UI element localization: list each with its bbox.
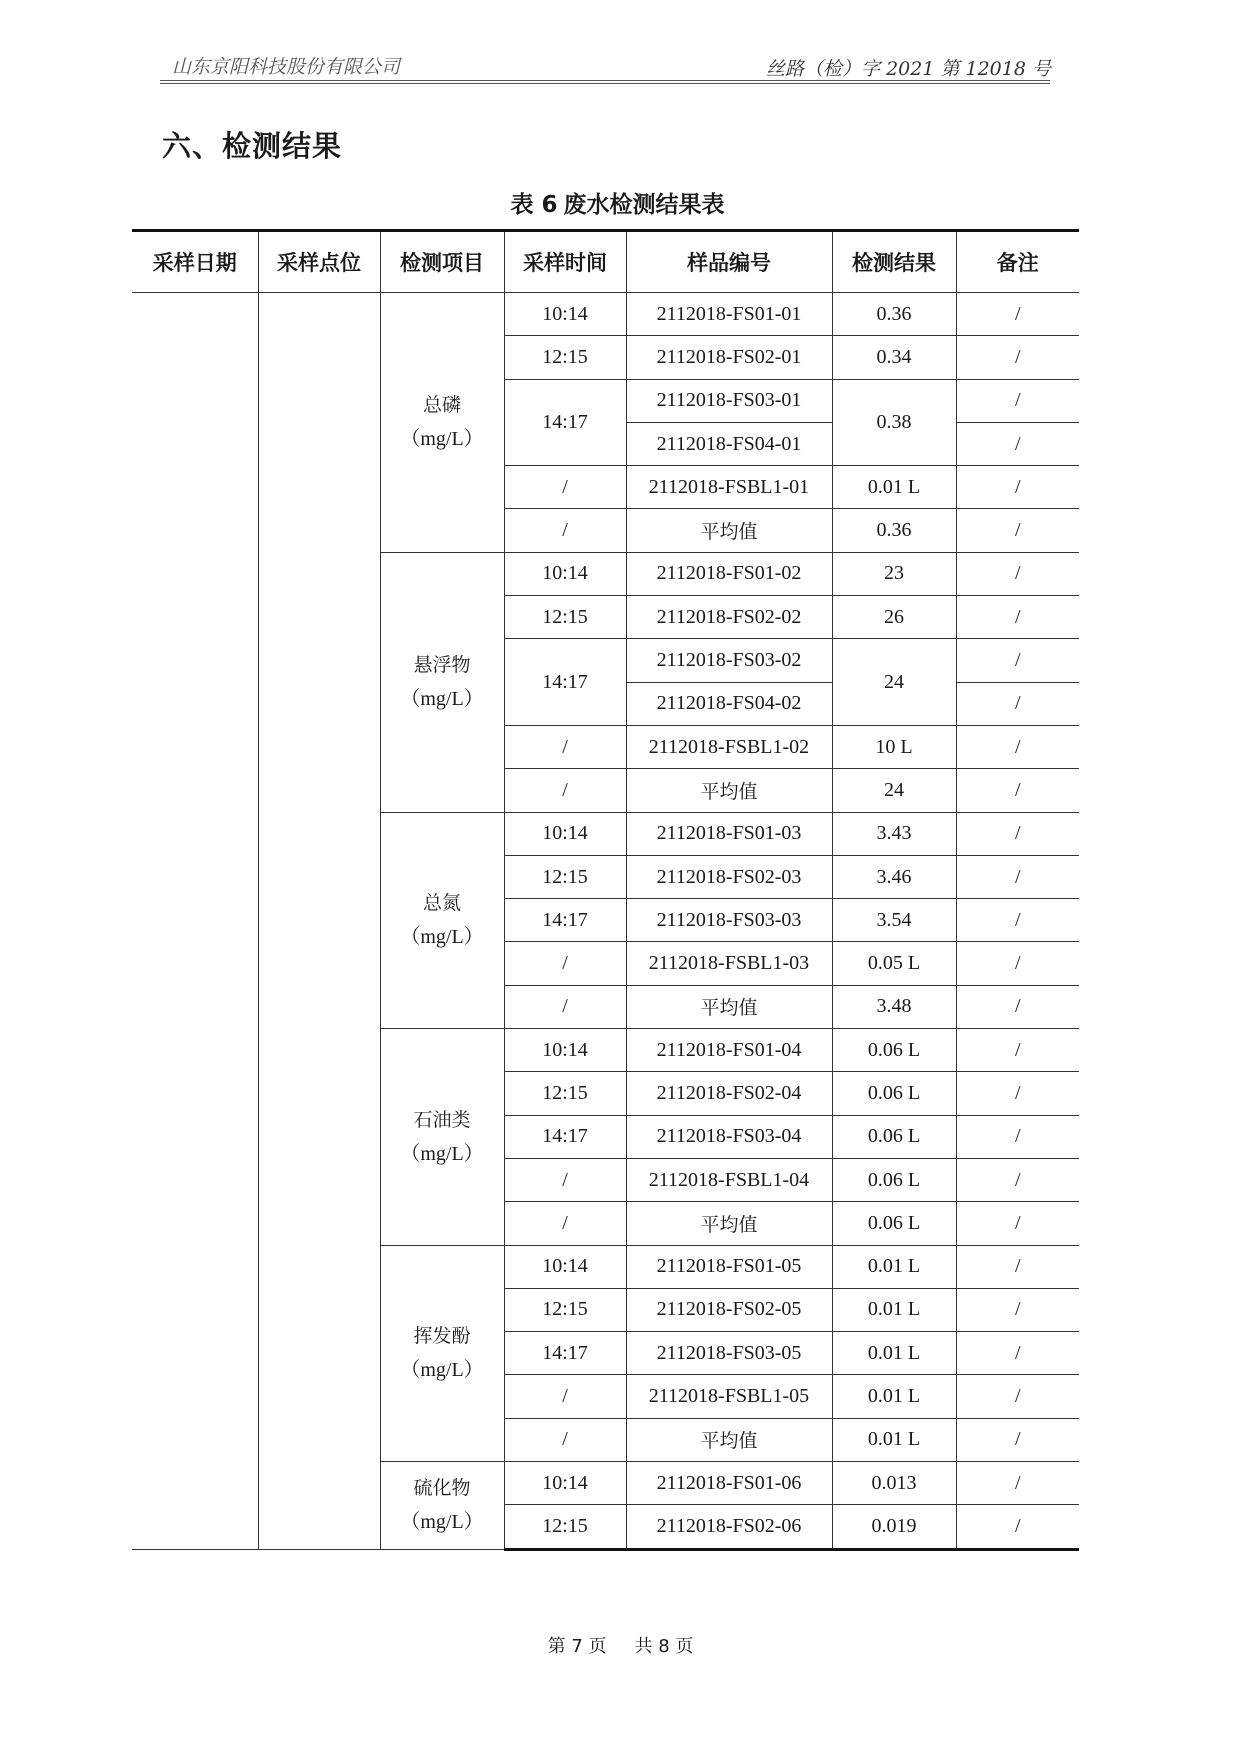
sampling-time-cell: 12:15 (504, 855, 626, 898)
col-header-location: 采样点位 (258, 231, 380, 293)
sampling-time-cell: / (504, 509, 626, 552)
table-title: 废水检测结果表 (563, 192, 725, 218)
item-unit: （mg/L） (400, 926, 484, 949)
item-cell (380, 1029, 504, 1245)
results-table (132, 229, 1079, 1551)
sampling-time-cell: 14:17 (504, 1332, 626, 1375)
item-name: 挥发酚 (413, 1325, 471, 1348)
note-cell: / (956, 725, 1079, 768)
result-cell: 0.019 (832, 1505, 956, 1549)
sample-id-cell: 平均值 (626, 1418, 832, 1461)
result-cell: 0.36 (832, 509, 956, 552)
sample-id-cell: 2112018-FS04-02 (626, 682, 832, 725)
item-cell (380, 552, 504, 812)
item-name: 石油类 (413, 1108, 471, 1131)
sample-id-cell: 2112018-FS03-01 (626, 379, 832, 422)
result-cell: 0.34 (832, 336, 956, 379)
result-cell: 3.46 (832, 855, 956, 898)
sample-id-cell: 2112018-FS02-06 (626, 1505, 832, 1549)
note-cell: / (956, 1072, 1079, 1115)
note-cell: / (956, 1418, 1079, 1461)
sampling-time-cell: 10:14 (504, 1245, 626, 1288)
sample-id-cell: 平均值 (626, 509, 832, 552)
note-cell: / (956, 1505, 1079, 1549)
result-cell: 0.38 (832, 379, 956, 466)
table-body (132, 293, 1079, 1550)
sampling-time-cell: / (504, 942, 626, 985)
col-header-date: 采样日期 (132, 231, 258, 293)
page-total: 共 8 页 (634, 1636, 694, 1657)
note-cell: / (956, 855, 1079, 898)
table-caption (0, 186, 1241, 219)
sampling-time-cell: 12:15 (504, 1288, 626, 1331)
item-cell (380, 293, 504, 553)
item-unit: （mg/L） (400, 1359, 484, 1382)
note-cell: / (956, 336, 1079, 379)
sampling-time-cell: 14:17 (504, 899, 626, 942)
col-header-item: 检测项目 (380, 231, 504, 293)
item-unit: （mg/L） (400, 1511, 484, 1534)
sample-id-cell: 2112018-FS04-01 (626, 422, 832, 465)
note-cell: / (956, 985, 1079, 1028)
item-name: 悬浮物 (413, 654, 471, 677)
sampling-time-cell: / (504, 769, 626, 812)
result-cell: 0.06 L (832, 1072, 956, 1115)
sampling-time-cell: 12:15 (504, 1072, 626, 1115)
result-cell: 0.06 L (832, 1029, 956, 1072)
col-header-time: 采样时间 (504, 231, 626, 293)
note-cell: / (956, 1332, 1079, 1375)
sampling-time-cell: 10:14 (504, 552, 626, 595)
item-cell (380, 1462, 504, 1550)
sample-id-cell: 2112018-FS01-01 (626, 293, 832, 336)
note-cell: / (956, 1202, 1079, 1245)
page-number: 第 7 页 (547, 1636, 607, 1657)
note-cell: / (956, 682, 1079, 725)
note-cell: / (956, 769, 1079, 812)
result-cell: 0.05 L (832, 942, 956, 985)
note-cell: / (956, 1029, 1079, 1072)
table-header-row (132, 231, 1079, 293)
result-cell: 0.06 L (832, 1158, 956, 1201)
note-cell: / (956, 1115, 1079, 1158)
result-cell: 0.01 L (832, 1375, 956, 1418)
sample-id-cell: 2112018-FS01-04 (626, 1029, 832, 1072)
item-unit: （mg/L） (400, 1142, 484, 1165)
sampling-time-cell: 14:17 (504, 1115, 626, 1158)
item-unit: （mg/L） (400, 688, 484, 711)
col-header-note: 备注 (956, 231, 1079, 293)
sampling-time-cell: 10:14 (504, 812, 626, 855)
item-name: 总磷 (422, 394, 461, 417)
note-cell: / (956, 552, 1079, 595)
sample-id-cell: 2112018-FS02-01 (626, 336, 832, 379)
sample-id-cell: 2112018-FSBL1-04 (626, 1158, 832, 1201)
result-cell: 0.01 L (832, 1418, 956, 1461)
item-cell (380, 812, 504, 1028)
page-footer (0, 1632, 1241, 1658)
sampling-date-cell (132, 293, 258, 1550)
sample-id-cell: 2112018-FS01-05 (626, 1245, 832, 1288)
note-cell: / (956, 509, 1079, 552)
note-cell: / (956, 379, 1079, 422)
result-cell: 0.06 L (832, 1115, 956, 1158)
sampling-time-cell: 10:14 (504, 293, 626, 336)
sample-id-cell: 2112018-FS03-04 (626, 1115, 832, 1158)
sampling-time-cell: / (504, 1202, 626, 1245)
sample-id-cell: 2112018-FS02-02 (626, 596, 832, 639)
sampling-time-cell: / (504, 1158, 626, 1201)
note-cell: / (956, 899, 1079, 942)
result-cell: 24 (832, 639, 956, 726)
note-cell: / (956, 1288, 1079, 1331)
result-cell: 0.36 (832, 293, 956, 336)
sample-id-cell: 2112018-FS03-02 (626, 639, 832, 682)
result-cell: 0.01 L (832, 1332, 956, 1375)
sample-id-cell: 平均值 (626, 1202, 832, 1245)
sample-id-cell: 平均值 (626, 985, 832, 1028)
note-cell: / (956, 1245, 1079, 1288)
result-cell: 26 (832, 596, 956, 639)
result-cell: 0.01 L (832, 1288, 956, 1331)
header-rule (160, 80, 1050, 81)
sample-id-cell: 2112018-FS03-05 (626, 1332, 832, 1375)
sample-id-cell: 2112018-FS02-03 (626, 855, 832, 898)
header-rule-2 (160, 83, 1050, 84)
sampling-time-cell: 12:15 (504, 1505, 626, 1549)
col-header-result: 检测结果 (832, 231, 956, 293)
sampling-time-cell: / (504, 985, 626, 1028)
result-cell: 10 L (832, 725, 956, 768)
sampling-time-cell: / (504, 725, 626, 768)
note-cell: / (956, 466, 1079, 509)
sampling-time-cell: / (504, 466, 626, 509)
table-number: 表 6 (510, 192, 558, 218)
note-cell: / (956, 1158, 1079, 1201)
note-cell: / (956, 942, 1079, 985)
sample-id-cell: 2112018-FSBL1-02 (626, 725, 832, 768)
item-cell (380, 1245, 504, 1461)
sampling-time-cell: 10:14 (504, 1029, 626, 1072)
note-cell: / (956, 1462, 1079, 1505)
sample-id-cell: 2112018-FS01-06 (626, 1462, 832, 1505)
company-name: 山东京阳科技股份有限公司 (172, 56, 401, 78)
result-cell: 0.01 L (832, 466, 956, 509)
section-title: 六、检测结果 (162, 129, 343, 163)
sampling-time-cell: 12:15 (504, 336, 626, 379)
note-cell: / (956, 639, 1079, 682)
item-unit: （mg/L） (400, 428, 484, 451)
result-cell: 0.013 (832, 1462, 956, 1505)
sampling-time-cell: 10:14 (504, 1462, 626, 1505)
sample-id-cell: 2112018-FS01-02 (626, 552, 832, 595)
note-cell: / (956, 1375, 1079, 1418)
sample-id-cell: 2112018-FS02-04 (626, 1072, 832, 1115)
note-cell: / (956, 812, 1079, 855)
sampling-time-cell: / (504, 1418, 626, 1461)
sampling-time-cell: / (504, 1375, 626, 1418)
col-header-sample-id: 样品编号 (626, 231, 832, 293)
note-cell: / (956, 596, 1079, 639)
sample-id-cell: 2112018-FSBL1-01 (626, 466, 832, 509)
result-cell: 0.01 L (832, 1245, 956, 1288)
note-cell: / (956, 293, 1079, 336)
sampling-time-cell: 14:17 (504, 639, 626, 726)
note-cell: / (956, 422, 1079, 465)
sampling-time-cell: 14:17 (504, 379, 626, 466)
sample-id-cell: 2112018-FSBL1-03 (626, 942, 832, 985)
result-cell: 0.06 L (832, 1202, 956, 1245)
result-cell: 3.48 (832, 985, 956, 1028)
table-row (132, 293, 1079, 336)
item-name: 总氮 (422, 892, 461, 915)
sample-id-cell: 2112018-FS03-03 (626, 899, 832, 942)
sampling-time-cell: 12:15 (504, 596, 626, 639)
item-name: 硫化物 (413, 1477, 471, 1500)
result-cell: 23 (832, 552, 956, 595)
result-cell: 24 (832, 769, 956, 812)
sample-id-cell: 平均值 (626, 769, 832, 812)
result-cell: 3.54 (832, 899, 956, 942)
sample-id-cell: 2112018-FSBL1-05 (626, 1375, 832, 1418)
sample-id-cell: 2112018-FS02-05 (626, 1288, 832, 1331)
result-cell: 3.43 (832, 812, 956, 855)
sample-id-cell: 2112018-FS01-03 (626, 812, 832, 855)
document-number: 丝路（检）字 2021 第 12018 号 (766, 58, 1051, 80)
sampling-location-cell (258, 293, 380, 1550)
